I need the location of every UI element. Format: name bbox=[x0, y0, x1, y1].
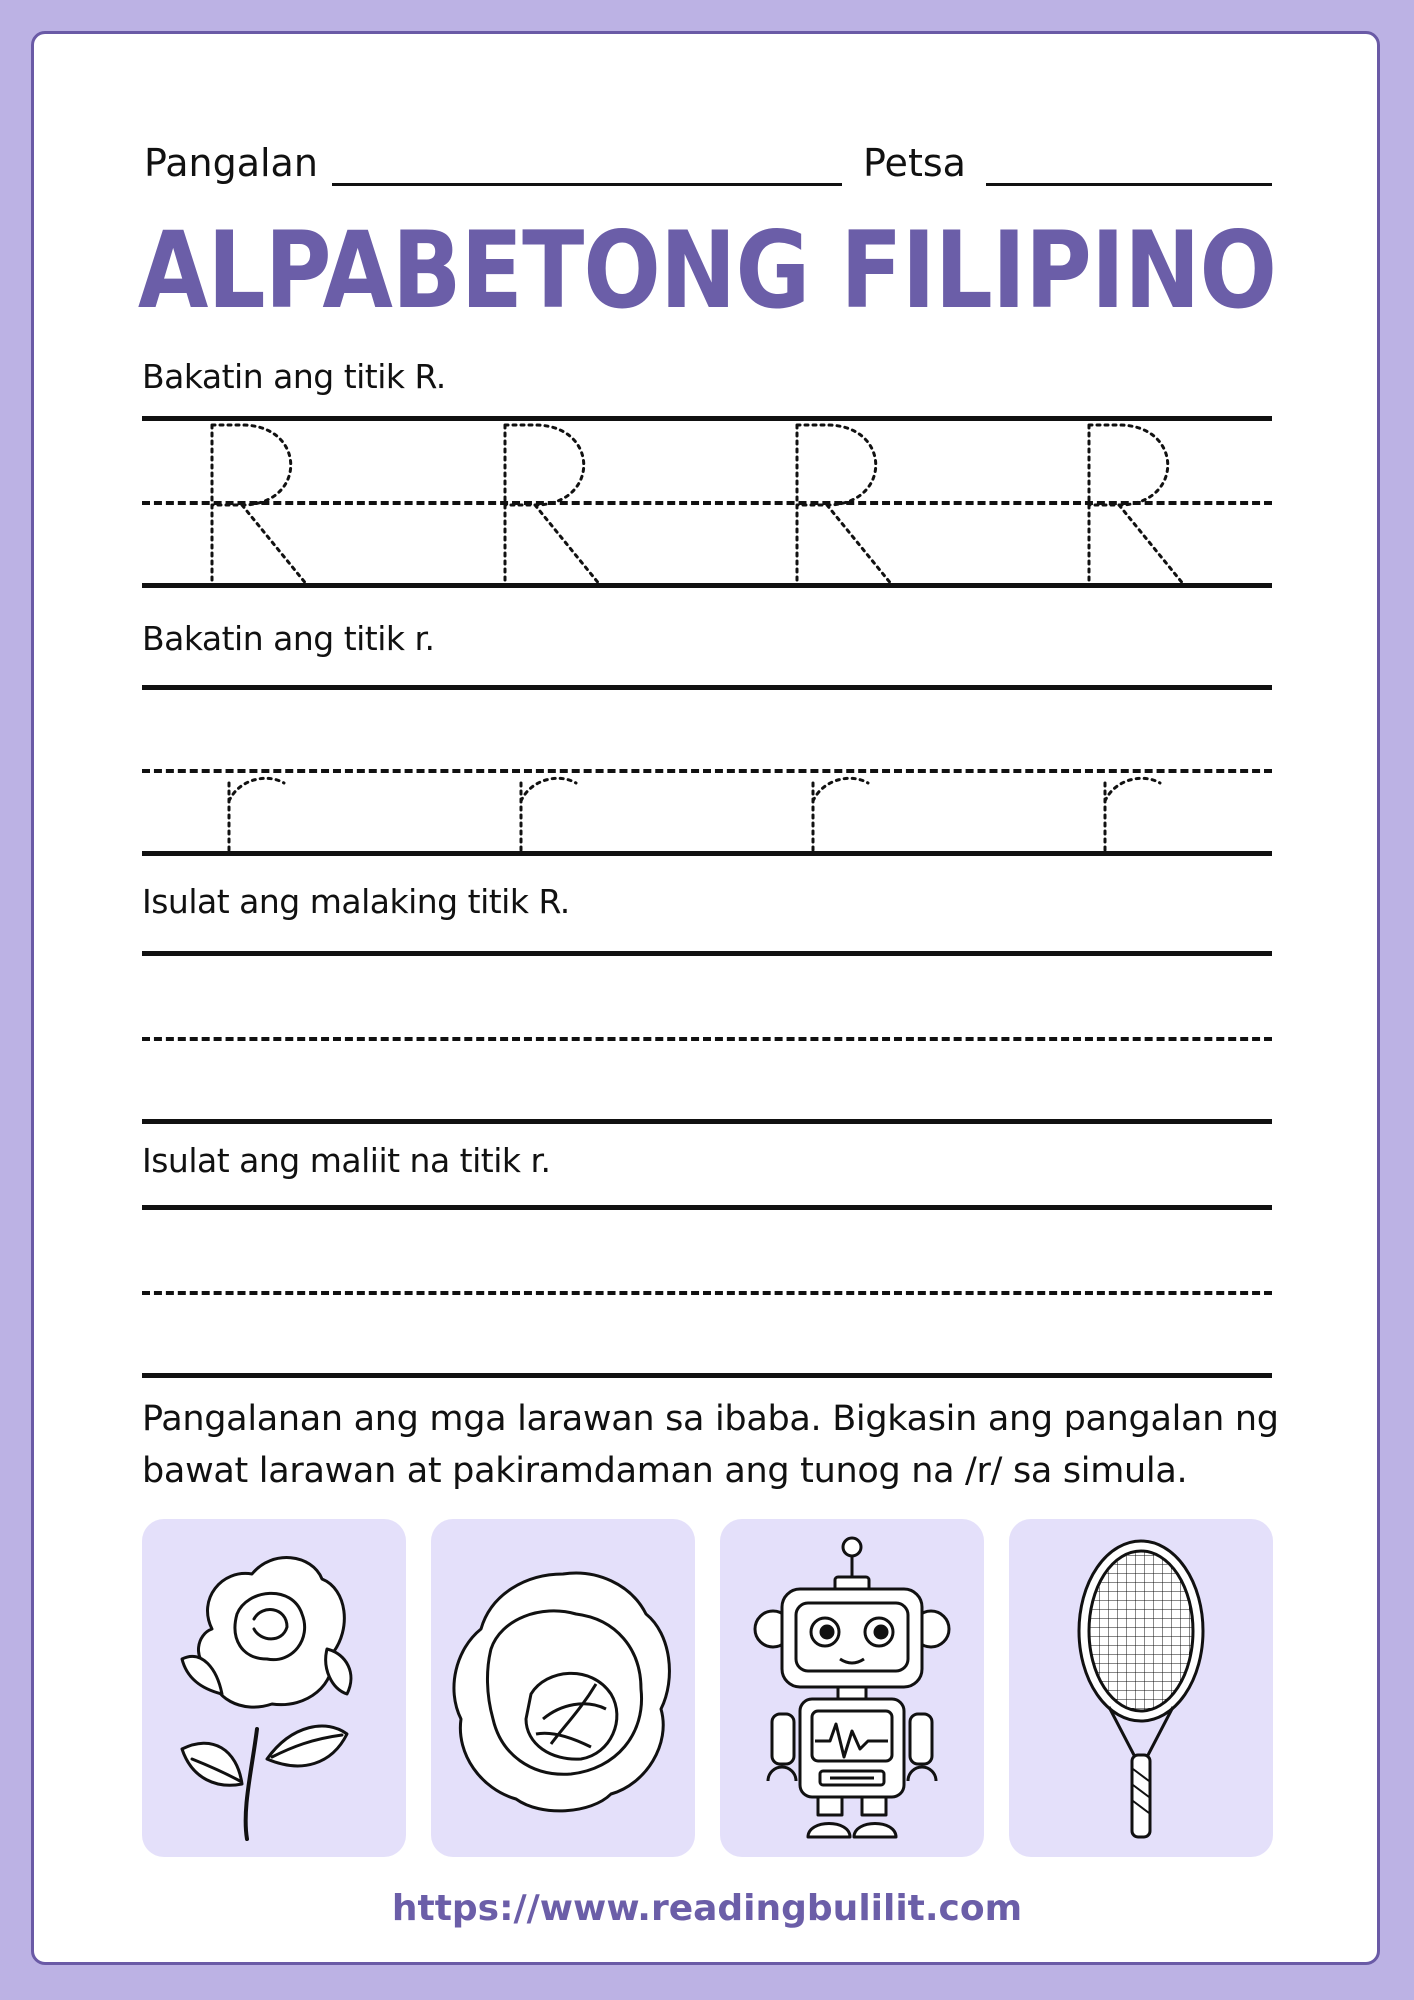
trace-lower-letters[interactable] bbox=[142, 765, 1272, 855]
traced-letter-r bbox=[1105, 778, 1160, 853]
cabbage-icon bbox=[431, 1519, 695, 1857]
writing-line-top[interactable] bbox=[142, 951, 1272, 956]
traced-letter-R bbox=[505, 425, 600, 585]
writing-line-bottom[interactable] bbox=[142, 1373, 1272, 1378]
date-field[interactable] bbox=[986, 183, 1272, 186]
picture-instructions: Pangalanan ang mga larawan sa ibaba. Bigkasin ang pangalan ng bawat larawan at pakiramdaman ang tunog na /r/ sa simula. bbox=[142, 1399, 1279, 1491]
picture-tile bbox=[431, 1519, 695, 1857]
writing-line-bottom[interactable] bbox=[142, 1119, 1272, 1124]
trace-upper-letters[interactable] bbox=[142, 410, 1272, 590]
write-lower-label: Isulat ang maliit na titik r. bbox=[142, 1141, 551, 1180]
picture-tile bbox=[1009, 1519, 1273, 1857]
robot-icon bbox=[720, 1519, 984, 1857]
footer-url[interactable]: https://www.readingbulilit.com bbox=[391, 1888, 1023, 1929]
writing-line-mid[interactable] bbox=[142, 1291, 1272, 1295]
traced-letter-R bbox=[797, 425, 892, 585]
writing-line-mid[interactable] bbox=[142, 1037, 1272, 1041]
traced-letter-r bbox=[229, 778, 284, 853]
racket-icon bbox=[1009, 1519, 1273, 1857]
date-label: Petsa bbox=[863, 141, 966, 185]
write-upper-label: Isulat ang malaking titik R. bbox=[142, 882, 570, 921]
name-field[interactable] bbox=[332, 183, 842, 186]
trace-lower-label: Bakatin ang titik r. bbox=[142, 619, 435, 658]
trace-upper-label: Bakatin ang titik R. bbox=[142, 357, 446, 396]
guide-line-top bbox=[142, 685, 1272, 690]
traced-letter-r bbox=[813, 778, 868, 853]
picture-tile bbox=[720, 1519, 984, 1857]
traced-letter-R bbox=[1089, 425, 1184, 585]
traced-letter-r bbox=[521, 778, 576, 853]
picture-tile bbox=[142, 1519, 406, 1857]
page-title: ALPABETONG FILIPINO bbox=[137, 209, 1277, 332]
rose-icon bbox=[142, 1519, 406, 1857]
name-label: Pangalan bbox=[144, 141, 318, 185]
writing-line-top[interactable] bbox=[142, 1205, 1272, 1210]
traced-letter-R bbox=[212, 425, 307, 585]
